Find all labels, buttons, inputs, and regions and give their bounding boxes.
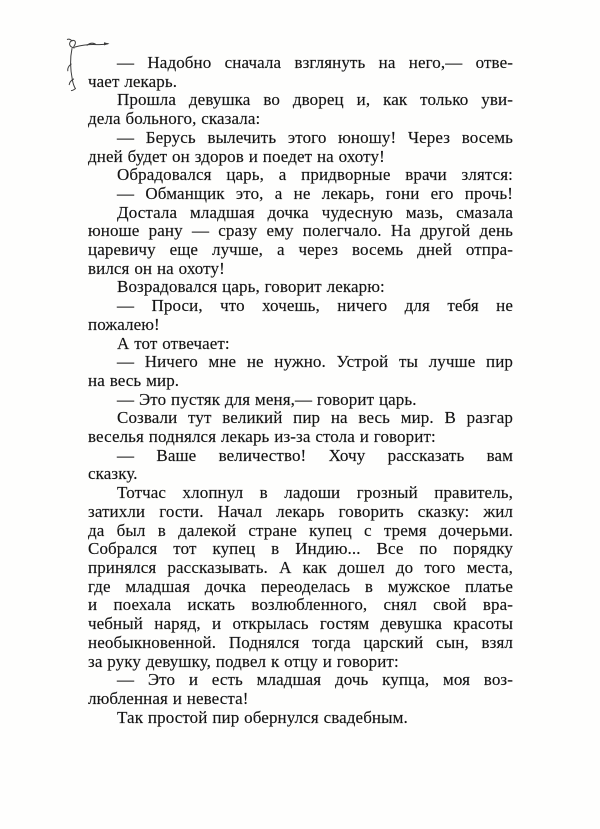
text-line: Тотчас хлопнул в ладоши грозный правитель,: [117, 483, 513, 503]
text-line: А тот отвечает:: [117, 333, 230, 353]
text-line: чает лекарь.: [88, 71, 178, 91]
page-text: [88, 54, 513, 727]
text-line: — Ваше величество! Хочу рассказать вам: [117, 445, 513, 465]
text-line: чебный наряд, и открылась гостям девушка красоты: [88, 614, 513, 634]
text-line: и поехала искать возлюбленного, снял свой вра-: [88, 595, 513, 615]
text-line: — Надобно сначала взглянуть на него,— отве-: [117, 53, 513, 72]
text-line: — Ничего мне не нужно. Устрой ты лучше пир: [117, 352, 513, 372]
text-line: — Это и есть младшая дочь купца, моя воз-: [117, 670, 513, 690]
text-line: Собрался тот купец в Индию... Все по порядку: [88, 539, 513, 559]
text-line: Возрадовался царь, говорит лекарю:: [117, 277, 385, 297]
text-line: любленная и невеста!: [88, 688, 249, 708]
text-line: на весь мир.: [88, 370, 180, 390]
text-line: пожалею!: [88, 314, 160, 334]
text-line: Так простой пир обернулся свадебным.: [117, 707, 408, 727]
text-line: затихли гости. Начал лекарь говорить сказку: жил: [88, 501, 513, 521]
text-line: да был в далекой стране купец с тремя дочерьми.: [88, 520, 513, 540]
text-line: вился он на охоту!: [88, 258, 225, 278]
text-line: веселья поднялся лекарь из-за стола и говорит:: [88, 427, 436, 447]
paragraph: [88, 204, 513, 279]
paragraph: [88, 391, 513, 410]
paragraph: [88, 671, 513, 708]
paragraph: [88, 709, 513, 728]
paragraph: [88, 484, 513, 671]
text-line: царевичу еще лучше, а через восемь дней отпра-: [88, 240, 513, 260]
paragraph: [88, 409, 513, 446]
text-line: Созвали тут великий пир на весь мир. В разгар: [117, 408, 513, 428]
paragraph: [88, 335, 513, 354]
text-line: — Это пустяк для меня,— говорит царь.: [117, 389, 417, 409]
paragraph: [88, 278, 513, 297]
paragraph: [88, 353, 513, 390]
text-line: — Берусь вылечить этого юношу! Через восемь: [117, 127, 513, 147]
paragraph: [88, 129, 513, 166]
text-line: принялся рассказывать. А как дошел до того места,: [88, 557, 513, 577]
text-line: дней будет он здоров и поедет на охоту!: [88, 146, 385, 166]
text-line: Обрадовался царь, а придворные врачи злятся:: [117, 165, 513, 185]
text-line: — Проси, что хочешь, ничего для тебя не: [117, 296, 513, 316]
text-line: юноше рану — сразу ему полегчало. На другой день: [88, 221, 513, 241]
paragraph: [88, 447, 513, 484]
text-line: за руку девушку, подвел к отцу и говорит:: [88, 651, 399, 671]
paragraph: [88, 185, 513, 204]
paragraph: [88, 54, 513, 91]
paragraph: [88, 91, 513, 128]
text-line: где младшая дочка переоделась в мужское платье: [88, 576, 513, 596]
text-line: Достала младшая дочка чудесную мазь, смазала: [117, 202, 513, 222]
text-line: Прошла девушка во дворец и, как только уви-: [117, 90, 513, 110]
paragraph: [88, 297, 513, 334]
text-line: необыкновенной. Поднялся тогда царский сын, взял: [88, 632, 513, 652]
text-line: сказку.: [88, 464, 138, 484]
text-line: дела больного, сказала:: [88, 109, 261, 129]
text-line: — Обманщик это, а не лекарь, гони его прочь!: [117, 183, 513, 203]
paragraph: [88, 166, 513, 185]
